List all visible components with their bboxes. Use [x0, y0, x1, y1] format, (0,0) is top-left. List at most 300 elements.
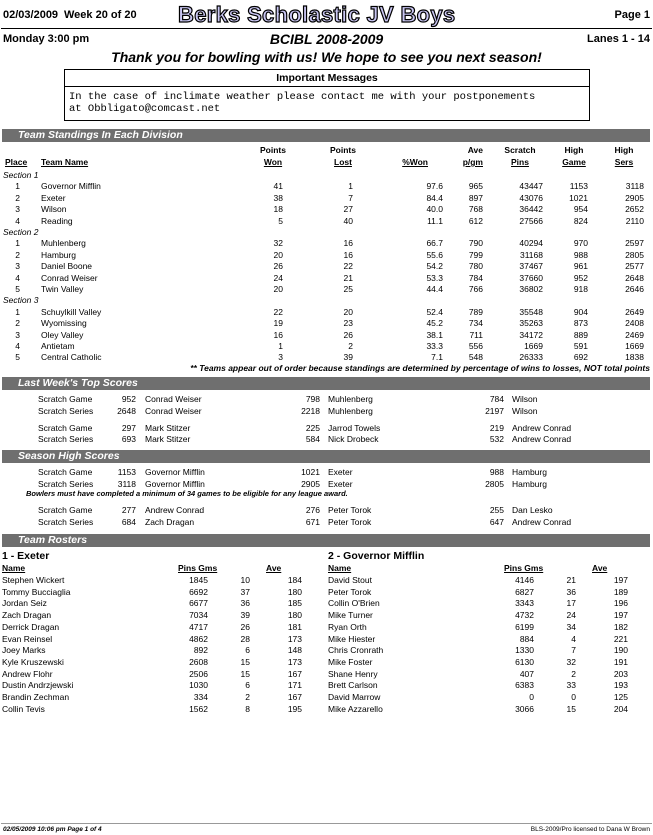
scratch-pins: 31168: [519, 249, 543, 260]
bowler-or-team: Muhlenberg: [328, 394, 373, 404]
score-value: 2648: [117, 405, 136, 416]
score-type: Scratch Game: [38, 394, 93, 404]
col-header: p/gm: [462, 157, 483, 167]
place: 3: [15, 261, 20, 272]
high-series: 2110: [625, 215, 644, 226]
high-game: 988: [573, 249, 588, 260]
games: 36: [240, 598, 250, 609]
messages-heading: Important Messages: [276, 72, 378, 84]
col-header: %Won: [402, 157, 428, 167]
average: 734: [468, 318, 483, 329]
games: 34: [566, 621, 576, 632]
high-series: 2805: [625, 249, 644, 260]
league-title: Berks Scholastic JV Boys: [178, 2, 456, 27]
points-lost: 25: [343, 284, 353, 294]
standings-row: [0, 341, 653, 352]
score-value: 684: [121, 516, 136, 527]
col-header: Team Name: [41, 157, 89, 167]
average: 780: [468, 261, 483, 272]
messages-divider: [65, 86, 589, 87]
average: 196: [613, 598, 628, 609]
points-lost: 1: [348, 181, 353, 192]
col-header: Won: [263, 157, 283, 167]
points-won: 19: [273, 318, 283, 329]
pct-won: 45.2: [426, 318, 443, 329]
average: 766: [468, 284, 483, 294]
scratch-pins: 37467: [519, 261, 543, 272]
pins: 6677: [189, 598, 208, 609]
col-header: Points: [260, 145, 286, 155]
place: 1: [15, 181, 20, 192]
standings-row: [0, 352, 653, 363]
points-lost: 7: [348, 192, 353, 203]
score-type: Scratch Series: [38, 478, 94, 489]
score-row: [0, 517, 653, 528]
col-header: Name: [328, 563, 352, 573]
pins: 6130: [515, 656, 534, 667]
score-value: 671: [305, 516, 320, 527]
games: 33: [566, 680, 576, 691]
pins: 4732: [515, 610, 534, 621]
games: 24: [566, 610, 576, 621]
messages-body: In the case of inclimate weather please contact me with your postponements at Obbligato@comcast.net: [69, 91, 536, 115]
scratch-pins: 27566: [519, 215, 543, 226]
average: 965: [468, 181, 483, 192]
place: 5: [15, 352, 20, 363]
bowler-name: Ryan Orth: [328, 621, 367, 632]
standings-title: Team Standings In Each Division: [18, 129, 183, 141]
pins: 0: [529, 692, 534, 702]
bowler-name: Mike Azzarello: [328, 703, 383, 714]
roster-team-title: [0, 550, 653, 561]
page-number: Page 1: [614, 9, 650, 21]
bowler-name: Peter Torok: [328, 586, 372, 597]
bowler-or-team: Mark Stitzer: [145, 422, 191, 433]
average: 193: [613, 680, 628, 691]
average: 799: [468, 249, 483, 260]
team-name: Governor Mifflin: [41, 181, 101, 192]
high-game: 952: [573, 272, 588, 283]
high-game: 692: [573, 352, 588, 363]
team-name: Oley Valley: [41, 329, 84, 340]
bowler-name: David Stout: [328, 575, 372, 585]
average: 203: [613, 668, 628, 679]
roster-row: [0, 575, 653, 586]
standings-banner: [2, 129, 650, 142]
standings-row: [0, 193, 653, 204]
scratch-pins: 35263: [519, 318, 543, 329]
bowler-name: Brandin Zechman: [2, 692, 70, 702]
bowler-name: Brett Carlson: [328, 680, 378, 691]
points-lost: 26: [343, 329, 353, 340]
bowler-or-team: Jarrod Towels: [328, 422, 381, 433]
average: 191: [613, 656, 628, 667]
score-value: 255: [489, 505, 504, 515]
eligibility-note: Bowlers must have completed a minimum of 34 games to be eligible for any league award.: [26, 489, 348, 498]
points-lost: 40: [343, 215, 353, 226]
scratch-pins: 43076: [519, 192, 543, 203]
standings-header-row-2: [0, 157, 653, 168]
score-row: [0, 423, 653, 434]
games: 6: [245, 645, 250, 656]
average: 897: [468, 192, 483, 203]
bowler-or-team: Hamburg: [512, 467, 547, 477]
average: 189: [613, 586, 628, 597]
bowler-or-team: Exeter: [328, 467, 353, 477]
high-series: 2648: [625, 272, 644, 283]
points-won: 32: [273, 238, 283, 249]
pct-won: 97.6: [426, 181, 443, 192]
average: 184: [287, 575, 302, 585]
week-label: Week 20 of 20: [64, 9, 137, 21]
bowler-or-team: Conrad Weiser: [145, 405, 202, 416]
high-series: 2577: [625, 261, 644, 272]
roster-row: [0, 610, 653, 621]
points-won: 26: [273, 261, 283, 272]
bowler-or-team: Peter Torok: [328, 516, 372, 527]
average: 768: [468, 204, 483, 215]
bowler-name: Joey Marks: [2, 645, 46, 656]
games: 8: [245, 703, 250, 714]
bowler-name: Mike Hiester: [328, 633, 376, 644]
points-won: 20: [273, 284, 283, 294]
bowler-name: Jordan Seiz: [2, 598, 47, 609]
col-header: Lost: [334, 157, 352, 167]
score-row: [0, 479, 653, 490]
scratch-pins: 40294: [519, 238, 543, 249]
score-value: 693: [121, 434, 136, 444]
points-lost: 2: [348, 341, 353, 351]
bowler-name: Evan Reinsel: [2, 633, 53, 644]
pct-won: 44.4: [426, 284, 443, 294]
scratch-pins: 1669: [524, 341, 543, 351]
high-game: 1153: [569, 181, 588, 192]
score-type: Scratch Series: [38, 516, 94, 527]
pins: 884: [519, 633, 534, 644]
col-header: Game: [562, 157, 586, 167]
col-header: Pins: [511, 157, 529, 167]
place: 3: [15, 329, 20, 340]
games: 7: [571, 645, 576, 656]
score-value: 2218: [301, 405, 320, 416]
pins: 7034: [189, 610, 208, 621]
scratch-pins: 26333: [519, 352, 543, 363]
standings-row: [0, 216, 653, 227]
bowler-name: David Marrow: [328, 692, 381, 702]
pins: 4717: [189, 621, 208, 632]
score-type: Scratch Game: [38, 505, 93, 515]
bowler-name: Kyle Kruszewski: [2, 656, 64, 667]
score-type: Scratch Series: [38, 434, 94, 444]
pins: 2608: [189, 656, 208, 667]
season-high-title: Season High Scores: [18, 450, 120, 462]
team-name: Exeter: [41, 192, 66, 203]
score-row: [0, 394, 653, 405]
pct-won: 55.6: [426, 249, 443, 260]
score-value: 297: [121, 422, 136, 433]
high-series: 2646: [625, 284, 644, 294]
average: 180: [287, 610, 302, 621]
col-header: Pins Gms: [178, 563, 218, 573]
high-game: 961: [573, 261, 588, 272]
thanks-message: Thank you for bowling with us! We hope to see you next season!: [111, 49, 542, 65]
points-lost: 39: [343, 352, 353, 363]
bowler-name: Zach Dragan: [2, 610, 52, 621]
pct-won: 33.3: [426, 341, 443, 351]
score-value: 798: [305, 394, 320, 404]
pins: 6383: [515, 680, 534, 691]
team-name: Reading: [41, 215, 73, 226]
games: 21: [566, 575, 576, 585]
score-type: Scratch Series: [38, 405, 94, 416]
roster-header: [0, 563, 653, 574]
games: 17: [566, 598, 576, 609]
games: 2: [571, 668, 576, 679]
average: 185: [287, 598, 302, 609]
points-lost: 20: [343, 306, 353, 317]
standings-footnote: ** Teams appear out of order because standings are determined by percentage of wins to losses, NOT total points: [190, 363, 650, 373]
games: 39: [240, 610, 250, 621]
score-value: 2905: [301, 478, 320, 489]
score-type: Scratch Game: [38, 422, 93, 433]
points-won: 24: [273, 272, 283, 283]
high-series: 2905: [625, 192, 644, 203]
games: 15: [240, 656, 250, 667]
score-value: 952: [121, 394, 136, 404]
average: 190: [613, 645, 628, 656]
games: 26: [240, 621, 250, 632]
pins: 892: [193, 645, 208, 656]
high-game: 873: [573, 318, 588, 329]
score-row: [0, 406, 653, 417]
standings-header-row-1: [0, 145, 653, 156]
pins: 6692: [189, 586, 208, 597]
place: 4: [15, 272, 20, 283]
pins: 1030: [189, 680, 208, 691]
standings-row: [0, 307, 653, 318]
points-lost: 21: [343, 272, 353, 283]
score-value: 219: [489, 422, 504, 433]
high-game: 1021: [569, 192, 588, 203]
bowler-name: Dustin Andrzjewski: [2, 680, 74, 691]
pins: 4862: [189, 633, 208, 644]
pins: 1330: [515, 645, 534, 656]
pct-won: 38.1: [426, 329, 443, 340]
pins: 3343: [515, 598, 534, 609]
team-name: Wyomissing: [41, 318, 87, 329]
last-week-title: Last Week's Top Scores: [18, 377, 138, 389]
average: 784: [468, 272, 483, 283]
score-value: 988: [489, 467, 504, 477]
bowler-name: Andrew Flohr: [2, 668, 53, 679]
place: 2: [15, 249, 20, 260]
games: 36: [566, 586, 576, 597]
roster-row: [0, 587, 653, 598]
score-value: 2197: [485, 405, 504, 416]
bowler-name: Chris Cronrath: [328, 645, 384, 656]
pins: 334: [193, 692, 208, 702]
lanes-label: Lanes 1 - 14: [587, 33, 650, 45]
standings-row: [0, 261, 653, 272]
col-header: Place: [5, 157, 28, 167]
points-lost: 16: [343, 238, 353, 249]
high-game: 824: [573, 215, 588, 226]
scratch-pins: 43447: [519, 181, 543, 192]
section-heading: [0, 227, 653, 238]
high-series: 2652: [625, 204, 644, 215]
high-series: 1838: [625, 352, 644, 363]
bowler-or-team: Conrad Weiser: [145, 394, 202, 404]
roster-row: [0, 657, 653, 668]
standings-row: [0, 318, 653, 329]
roster-row: [0, 704, 653, 715]
points-won: 18: [273, 204, 283, 215]
standings-row: [0, 181, 653, 192]
bowler-or-team: Andrew Conrad: [512, 434, 572, 444]
points-won: 20: [273, 249, 283, 260]
average: 180: [287, 586, 302, 597]
average: 556: [468, 341, 483, 351]
bowler-name: Stephen Wickert: [2, 575, 65, 585]
team-name: Schuylkill Valley: [41, 306, 102, 317]
score-value: 277: [121, 505, 136, 515]
col-header: Scratch: [504, 145, 536, 155]
pins: 4146: [515, 575, 534, 585]
col-header: High: [564, 145, 584, 155]
bowler-or-team: Nick Drobeck: [328, 434, 379, 444]
col-header: Ave: [467, 145, 483, 155]
score-value: 3118: [117, 478, 136, 489]
high-series: 3118: [625, 181, 644, 192]
scratch-pins: 36442: [519, 204, 543, 215]
games: 2: [245, 692, 250, 702]
place: 1: [15, 306, 20, 317]
games: 15: [566, 703, 576, 714]
section-label: Section 1: [3, 170, 39, 180]
average: 221: [613, 633, 628, 644]
roster-row: [0, 598, 653, 609]
high-series: 2649: [625, 306, 644, 317]
rosters-banner: [2, 534, 650, 547]
average: 612: [468, 215, 483, 226]
section-heading: [0, 295, 653, 306]
important-messages-box: [64, 69, 590, 121]
col-header: Points: [330, 145, 356, 155]
bowler-or-team: Dan Lesko: [512, 505, 553, 515]
high-series: 2597: [625, 238, 644, 249]
roster-row: [0, 634, 653, 645]
team-name: Twin Valley: [41, 284, 84, 294]
high-series: 2408: [625, 318, 644, 329]
score-value: 225: [305, 422, 320, 433]
score-value: 1021: [301, 467, 320, 477]
place: 2: [15, 192, 20, 203]
games: 28: [240, 633, 250, 644]
footer-rule: [1, 823, 652, 824]
col-header: Name: [2, 563, 26, 573]
place: 4: [15, 215, 20, 226]
bowler-or-team: Andrew Conrad: [512, 516, 572, 527]
scratch-pins: 34172: [519, 329, 543, 340]
section-heading: [0, 170, 653, 181]
points-lost: 22: [343, 261, 353, 272]
score-value: 784: [489, 394, 504, 404]
section-label: Section 3: [3, 295, 39, 306]
roster-row: [0, 680, 653, 691]
team-name: Central Catholic: [41, 352, 102, 363]
bowler-or-team: Governor Mifflin: [145, 478, 205, 489]
section-label: Section 2: [3, 227, 39, 237]
place: 2: [15, 318, 20, 329]
points-won: 38: [273, 192, 283, 203]
col-header: High: [614, 145, 634, 155]
games: 6: [245, 680, 250, 691]
games: 10: [240, 575, 250, 585]
scratch-pins: 36802: [519, 284, 543, 294]
standings-row: [0, 330, 653, 341]
pct-won: 7.1: [431, 352, 443, 363]
standings-row: [0, 273, 653, 284]
bowler-name: Collin Tevis: [2, 703, 45, 714]
score-type: Scratch Game: [38, 467, 93, 477]
pct-won: 52.4: [426, 306, 443, 317]
bowler-or-team: Wilson: [512, 394, 538, 404]
pct-won: 11.1: [427, 215, 443, 226]
points-won: 16: [273, 329, 283, 340]
points-won: 5: [278, 215, 283, 226]
average: 789: [468, 306, 483, 317]
bowler-or-team: Zach Dragan: [145, 516, 195, 527]
pct-won: 53.3: [426, 272, 443, 283]
pins: 1562: [189, 703, 208, 714]
average: 195: [287, 703, 302, 714]
pins: 3066: [515, 703, 534, 714]
score-row: [0, 505, 653, 516]
bowler-name: Tommy Bucciaglia: [2, 586, 71, 597]
points-won: 41: [273, 181, 283, 192]
place: 5: [15, 284, 20, 294]
season-high-banner: [2, 450, 650, 463]
bowler-or-team: Mark Stitzer: [145, 434, 191, 444]
points-won: 1: [278, 341, 283, 351]
pct-won: 40.0: [426, 204, 443, 215]
footer-right: BLS-2009/Pro licensed to Dana W Brown: [530, 826, 650, 833]
high-game: 954: [573, 204, 588, 215]
bowler-or-team: Andrew Conrad: [145, 505, 205, 515]
team-name: Conrad Weiser: [41, 272, 98, 283]
pins: 407: [519, 668, 534, 679]
day-time: Monday 3:00 pm: [3, 33, 90, 45]
bowler-name: Shane Henry: [328, 668, 378, 679]
points-lost: 16: [343, 249, 353, 260]
points-won: 22: [273, 306, 283, 317]
season-title: BCIBL 2008-2009: [269, 31, 384, 47]
high-series: 1669: [625, 341, 644, 351]
average: 711: [469, 329, 483, 340]
average: 148: [287, 645, 302, 656]
score-value: 1153: [117, 467, 136, 477]
average: 197: [613, 575, 628, 585]
high-game: 918: [573, 284, 588, 294]
pct-won: 84.4: [426, 192, 443, 203]
pins: 1845: [189, 575, 208, 585]
high-game: 904: [573, 306, 588, 317]
rosters-title: Team Rosters: [18, 534, 88, 546]
standings-row: [0, 204, 653, 215]
average: 173: [287, 656, 302, 667]
average: 173: [287, 633, 302, 644]
roster-row: [0, 622, 653, 633]
